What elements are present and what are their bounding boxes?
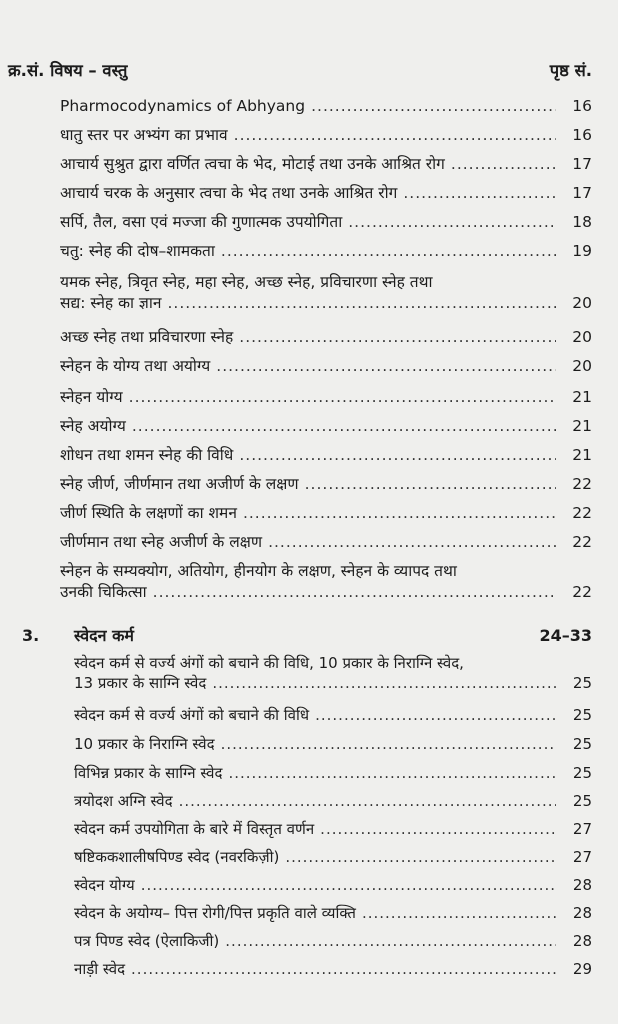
toc-entry: स्वेदन कर्म से वर्ज्य अंगों को बचाने की विधि ..... 25 xyxy=(74,705,592,725)
toc-entry: स्नेह जीर्ण, जीर्णमान तथा अजीर्ण के लक्षण ..... 22 xyxy=(60,474,592,495)
toc-entry: स्नेहन के सम्यक्योग, अतियोग, हीनयोग के लक्षण, स्नेहन के व्यापद तथा उनकी चिकित्सा ..... 22 xyxy=(60,561,592,603)
toc-entry: षष्टिककशालीषपिण्ड स्वेद (नवरकिज़ी) ..... 27 xyxy=(74,847,592,867)
toc-entry: स्नेह अयोग्य ..... 21 xyxy=(60,416,592,437)
toc-entry: विभिन्न प्रकार के साग्नि स्वेद ..... 25 xyxy=(74,763,592,783)
chapter-number: 3. xyxy=(22,626,40,645)
toc-entry: स्नेहन के योग्य तथा अयोग्य ..... 20 xyxy=(60,356,592,377)
chapter-heading xyxy=(22,624,592,646)
header-page-no: पृष्ठ सं. xyxy=(549,61,592,80)
header-serial-subject: क्र.सं. विषय – वस्तु xyxy=(8,61,128,80)
toc-entry: शोधन तथा शमन स्नेह की विधि ..... 21 xyxy=(60,445,592,466)
toc-entry: त्रयोदश अग्नि स्वेद ..... 25 xyxy=(74,791,592,811)
toc-entry: स्वेदन योग्य ..... 28 xyxy=(74,875,592,895)
toc-entry: जीर्ण स्थिति के लक्षणों का शमन ..... 22 xyxy=(60,503,592,524)
toc-entry: स्वेदन कर्म से वर्ज्य अंगों को बचाने की विधि, 10 प्रकार के निराग्नि स्वेद, 13 प्रकार के साग्नि स्वेद ..... 25 xyxy=(74,653,592,693)
toc-entry: 10 प्रकार के निराग्नि स्वेद ..... 25 xyxy=(74,734,592,754)
toc-header xyxy=(8,58,592,81)
toc-entry: जीर्णमान तथा स्नेह अजीर्ण के लक्षण ..... 22 xyxy=(60,532,592,553)
chapter-title: स्वेदन कर्म xyxy=(74,626,134,645)
chapter-pages: 24–33 xyxy=(539,626,592,645)
toc-entry: स्वेदन कर्म उपयोगिता के बारे में विस्तृत वर्णन ..... 27 xyxy=(74,819,592,839)
toc-entry: Pharmocodynamics of Abhyang ..... 16 xyxy=(60,96,592,117)
toc-entry: पत्र पिण्ड स्वेद (ऐलाकिजी) ..... 28 xyxy=(74,931,592,951)
toc-entry: स्वेदन के अयोग्य– पित्त रोगी/पित्त प्रकृति वाले व्यक्ति ..... 28 xyxy=(74,903,592,923)
toc-entry: आचार्य चरक के अनुसार त्वचा के भेद तथा उनके आश्रित रोग ..... 17 xyxy=(60,183,592,204)
toc-entry: स्नेहन योग्य ..... 21 xyxy=(60,387,592,408)
toc-entry: आचार्य सुश्रुत द्वारा वर्णित त्वचा के भेद, मोटाई तथा उनके आश्रित रोग ..... 17 xyxy=(60,154,592,175)
toc-entry: सर्पि, तैल, वसा एवं मज्जा की गुणात्मक उपयोगिता ..... 18 xyxy=(60,212,592,233)
toc-entry: नाड़ी स्वेद ..... 29 xyxy=(74,959,592,979)
toc-entry: चतु: स्नेह की दोष–शामकता ..... 19 xyxy=(60,241,592,262)
toc-entry: यमक स्नेह, त्रिवृत स्नेह, महा स्नेह, अच्छ स्नेह, प्रविचारणा स्नेह तथा सद्य: स्नेह का ज्ञान ..... 20 xyxy=(60,272,592,314)
toc-entry: धातु स्तर पर अभ्यंग का प्रभाव ..... 16 xyxy=(60,125,592,146)
toc-entry: अच्छ स्नेह तथा प्रविचारणा स्नेह ..... 20 xyxy=(60,327,592,348)
